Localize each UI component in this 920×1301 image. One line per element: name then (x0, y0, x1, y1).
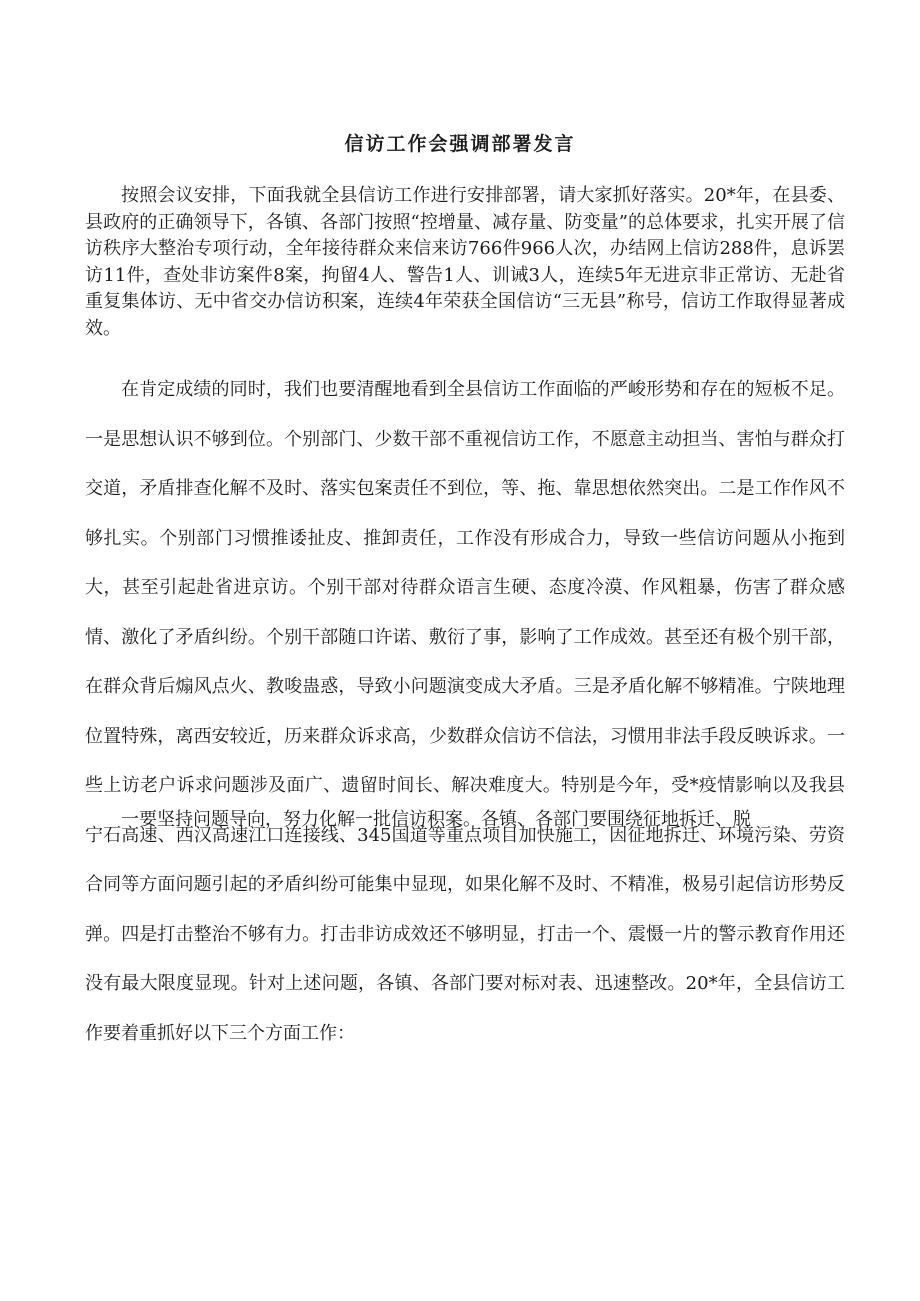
paragraph-achievements: 按照会议安排，下面我就全县信访工作进行安排部署，请大家抓好落实。20*年，在县委、县政府的正确领导下，各镇、各部门按照“控增量、减存量、防变量”的总体要求，扎实开展了信访秩序大整治专项行动，全年接待群众来信来访766件966人次，办结网上信访288件，息诉罢访11件，查处非访案件8案，拘留4人、警告1人、训诫3人，连续5年无进京非正常访、无赴省重复集体访、无中省交办信访积案，连续4年荣获全国信访“三无县”称号，信访工作取得显著成效。 (85, 185, 845, 339)
paragraph-problems: 在肯定成绩的同时，我们也要清醒地看到全县信访工作面临的严峻形势和存在的短板不足。一是思想认识不够到位。个别部门、少数干部不重视信访工作，不愿意主动担当、害怕与群众打交道，矛盾排查化解不及时、落实包案责任不到位，等、拖、靠思想依然突出。二是工作作风不够扎实。个别部门习惯推诿扯皮、推卸责任，工作没有形成合力，导致一些信访问题从小拖到大，甚至引起赴省进京访。个别干部对待群众语言生硬、态度冷漠、作风粗暴，伤害了群众感情、激化了矛盾纠纷。个别干部随口许诺、敷衍了事，影响了工作成效。甚至还有极个别干部，在群众背后煽风点火、教唆蛊惑，导致小问题演变成大矛盾。三是矛盾化解不够精准。宁陕地理位置特殊，离西安较近，历来群众诉求高，少数群众信访不信法，习惯用非法手段反映诉求。一些上访老户诉求问题涉及面广、遗留时间长、解决难度大。特别是今年，受*疫情影响以及我县宁石高速、西汉高速江口连接线、345国道等重点项目加快施工，因征地拆迁、环境污染、劳资合同等方面问题引起的矛盾纠纷可能集中显现，如果化解不及时、不精准，极易引起信访形势反弹。四是打击整治不够有力。打击非访成效还不够明显，打击一个、震慑一片的警示教育作用还没有最大限度显现。针对上述问题，各镇、各部门要对标对表、迅速整改。20*年，全县信访工作要着重抓好以下三个方面工作： (85, 379, 845, 1044)
paragraph-task-one: 一要坚持问题导向，努力化解一批信访积案。各镇、各部门要围绕征地拆迁、脱 (121, 809, 751, 830)
document-title: 信访工作会强调部署发言 (344, 133, 576, 155)
